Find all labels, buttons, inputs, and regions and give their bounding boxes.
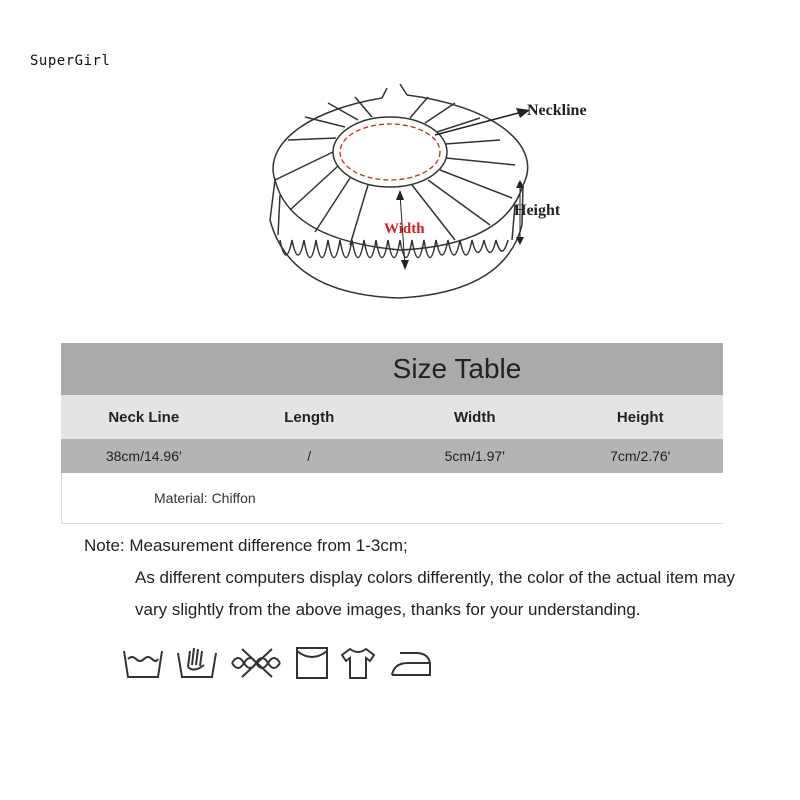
material-row <box>61 473 723 524</box>
table-row <box>61 439 723 473</box>
hand-wash-icon <box>174 645 220 681</box>
width-label: Width <box>384 221 425 237</box>
size-table-title-bar <box>61 343 723 395</box>
size-table <box>61 343 723 524</box>
height-label: Height <box>514 202 561 219</box>
cell-height: 7cm/2.76' <box>610 448 671 464</box>
note-block <box>84 530 735 626</box>
hang-dry-shirt-icon <box>338 645 378 681</box>
cell-length: / <box>307 448 312 464</box>
header-width: Width <box>453 408 496 426</box>
note-line-1: Note: Measurement difference from 1-3cm; <box>84 536 408 555</box>
size-table-header-row <box>61 395 723 439</box>
tumble-dry-icon <box>294 645 330 681</box>
neckline-label: Neckline <box>527 102 587 119</box>
header-length: Length <box>284 408 335 426</box>
header-neck-line: Neck Line <box>108 408 180 426</box>
cell-width: 5cm/1.97' <box>444 448 505 464</box>
iron-icon <box>386 645 436 681</box>
brand-label: SuperGirl <box>30 53 111 69</box>
size-table-title: Size Table <box>392 353 522 384</box>
care-icons <box>120 645 436 681</box>
header-height: Height <box>616 408 664 426</box>
note-line-3: vary slightly from the above images, thanks for your understanding. <box>135 600 641 619</box>
no-wring-icon <box>228 645 286 681</box>
collar-diagram <box>250 70 620 310</box>
material-text: Material: Chiffon <box>154 490 256 506</box>
note-line-2: As different computers display colors differently, the color of the actual item may <box>135 568 736 587</box>
wash-tub-icon <box>120 645 166 681</box>
cell-neck-line: 38cm/14.96' <box>105 448 182 464</box>
